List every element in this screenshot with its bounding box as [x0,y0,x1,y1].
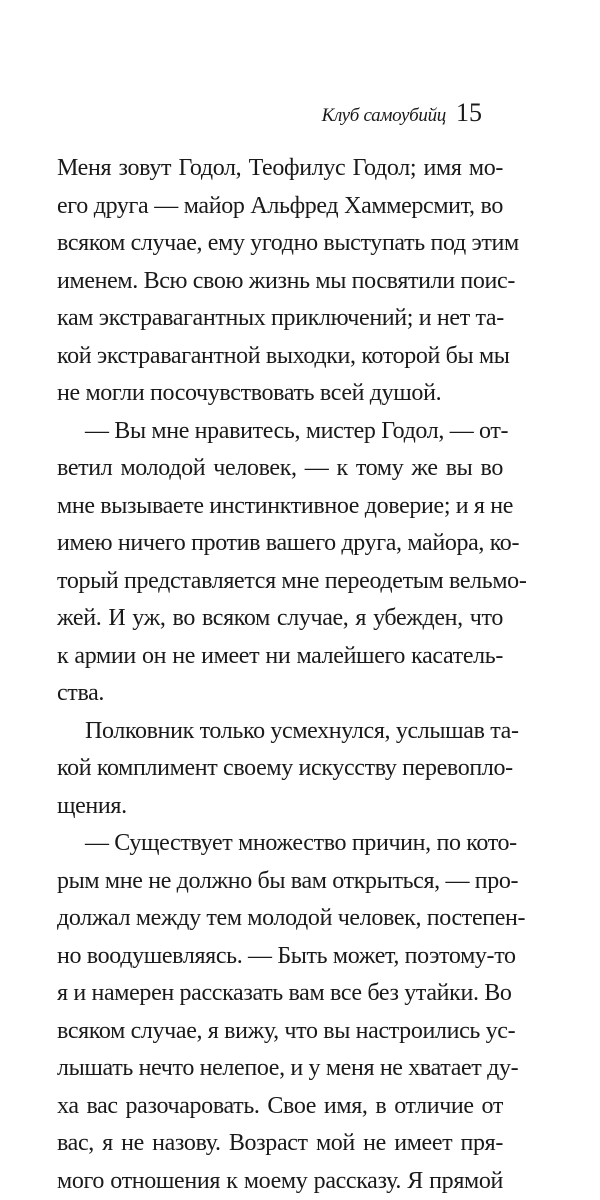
text-line: — Существует множество причин, по кото- [57,825,503,863]
text-line: рым мне не должно бы вам открыться, — про- [57,863,503,901]
running-header [322,98,482,128]
text-line: имею ничего против вашего друга, майора, ко- [57,525,503,563]
text-line: торый представляется мне переодетым вельмо- [57,563,503,601]
text-line: ства. [57,675,503,713]
text-line: лышать нечто нелепое, и у меня не хватает ду- [57,1050,503,1088]
page-number: 15 [456,98,482,128]
text-line: должал между тем молодой человек, постепен- [57,900,503,938]
text-line: я и намерен рассказать вам все без утайки. Во [57,975,503,1013]
text-line: именем. Всю свою жизнь мы посвятили поис- [57,263,503,301]
text-line: ха вас разочаровать. Свое имя, в отличие от [57,1088,503,1126]
text-line: кой комплимент своему искусству перевопло- [57,750,503,788]
text-line: щения. [57,788,503,826]
body-text [57,150,503,1200]
text-line: к армии он не имеет ни малейшего касатель- [57,638,503,676]
text-line: его друга — майор Альфред Хаммерсмит, во [57,188,503,226]
text-line: вас, я не назову. Возраст мой не имеет пря- [57,1125,503,1163]
text-line: ветил молодой человек, — к тому же вы во [57,450,503,488]
text-line: Полковник только усмехнулся, услышав та- [57,713,503,751]
text-line: кам экстравагантных приключений; и нет та- [57,300,503,338]
text-line: мого отношения к моему рассказу. Я прямой [57,1163,503,1200]
text-line: жей. И уж, во всяком случае, я убежден, что [57,600,503,638]
text-line: кой экстравагантной выходки, которой бы мы [57,338,503,376]
text-line: не могли посочувствовать всей душой. [57,375,503,413]
text-line: но воодушевляясь. — Быть может, поэтому-то [57,938,503,976]
text-line: Меня зовут Годол, Теофилус Годол; имя мо- [57,150,503,188]
text-line: всяком случае, я вижу, что вы настроились ус- [57,1013,503,1051]
text-line: всяком случае, ему угодно выступать под этим [57,225,503,263]
text-line: — Вы мне нравитесь, мистер Годол, — от- [57,413,503,451]
text-line: мне вызываете инстинктивное доверие; и я не [57,488,503,526]
running-title: Клуб самоубийц [322,105,446,127]
